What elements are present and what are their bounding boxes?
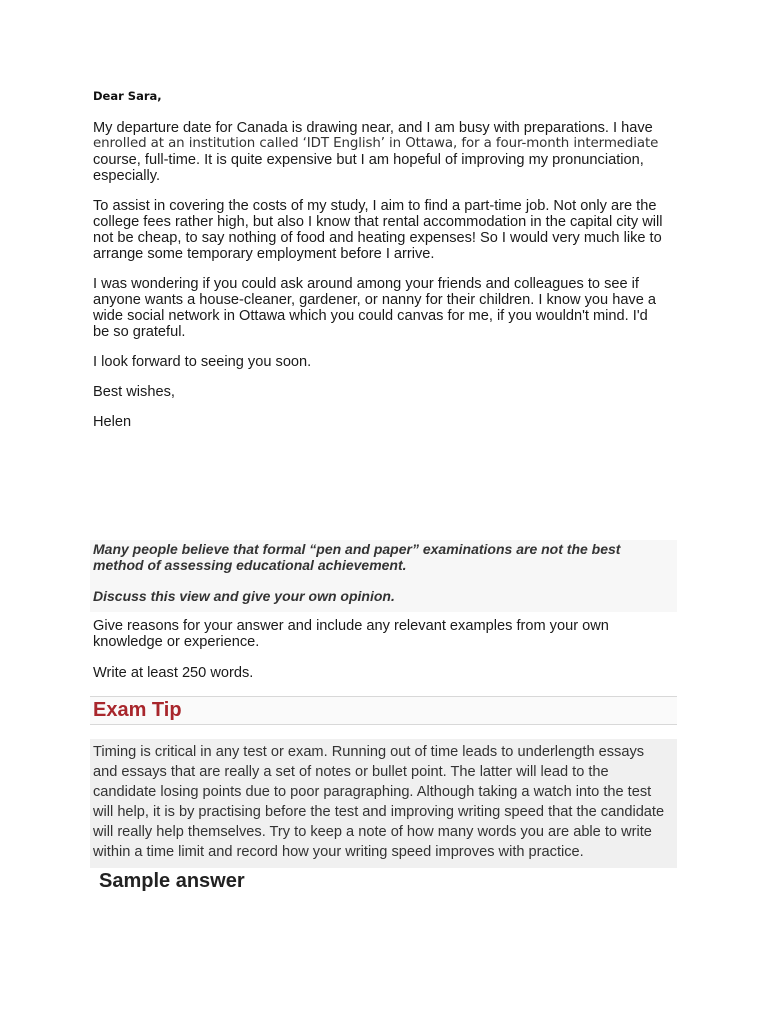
- letter-line: wide social network in Ottawa which you could canvas for me, if you wouldn't mind. I'd: [93, 308, 648, 324]
- letter-line: college fees rather high, but also I know that rental accommodation in the capital city will: [93, 214, 663, 230]
- exam-tip-line: and essays that are really a set of notes or bullet point. The latter will lead to the: [93, 764, 609, 781]
- letter-line: be so grateful.: [93, 324, 186, 340]
- exam-tip-line: Timing is critical in any test or exam. Running out of time leads to underlength essays: [93, 744, 645, 760]
- task-instructions: [93, 618, 683, 696]
- task-prompt: [93, 541, 683, 619]
- letter-body: [93, 120, 683, 444]
- letter-line: arrange some temporary employment before I arrive.: [93, 246, 435, 262]
- task-instruction: [93, 618, 683, 650]
- letter-line: To assist in covering the costs of my study, I aim to find a part-time job. Not only are the: [93, 198, 657, 214]
- letter-paragraph-1: [93, 120, 683, 184]
- task-statement-line: method of assessing educational achievement.: [93, 557, 407, 573]
- letter-paragraph-2: [93, 198, 683, 262]
- letter-line: especially.: [93, 168, 161, 184]
- letter-paragraph-3: [93, 276, 683, 340]
- letter-closing: Best wishes,: [93, 384, 175, 400]
- letter-line: course, full-time. It is quite expensive but I am hopeful of improving my pronunciation,: [93, 152, 644, 168]
- task-question: Discuss this view and give your own opinion.: [93, 588, 395, 604]
- letter-paragraph-4: I look forward to seeing you soon.: [93, 354, 312, 370]
- exam-tip-text: [93, 742, 683, 863]
- exam-tip-title: Exam Tip: [93, 699, 182, 721]
- exam-tip-line: within a time limit and record how your writing speed improves with practice.: [93, 844, 584, 861]
- task-instruction-line: Give reasons for your answer and include any relevant examples from your own: [93, 618, 609, 634]
- sample-answer-heading: Sample answer: [99, 870, 245, 892]
- task-statement-line: Many people believe that formal “pen and paper” examinations are not the best: [93, 541, 621, 557]
- letter-line: not be cheap, to say nothing of food and heating expenses! So I would very much like to: [93, 230, 662, 246]
- letter-line: I was wondering if you could ask around among your friends and colleagues to see if: [93, 276, 639, 292]
- task-statement: [93, 541, 683, 573]
- task-instruction-line: knowledge or experience.: [93, 634, 260, 650]
- task-word-count: Write at least 250 words.: [93, 665, 254, 681]
- letter-line: enrolled at an institution called ‘IDT English’ in Ottawa, for a four-month intermediate: [93, 136, 659, 151]
- exam-tip-line: will help, it is by practising before the test and improving writing speed that the candidate: [93, 804, 665, 821]
- exam-tip-line: candidate losing points due to poor paragraphing. Although taking a watch into the test: [93, 784, 652, 801]
- letter-line: My departure date for Canada is drawing near, and I am busy with preparations. I have: [93, 120, 653, 136]
- letter-line: anyone wants a house-cleaner, gardener, or nanny for their children. I know you have a: [93, 292, 657, 308]
- exam-tip-line: will really help themselves. Try to keep a note of how many words you are able to write: [93, 824, 652, 841]
- letter-signature: Helen: [93, 414, 132, 430]
- letter-salutation: Dear Sara,: [93, 89, 162, 103]
